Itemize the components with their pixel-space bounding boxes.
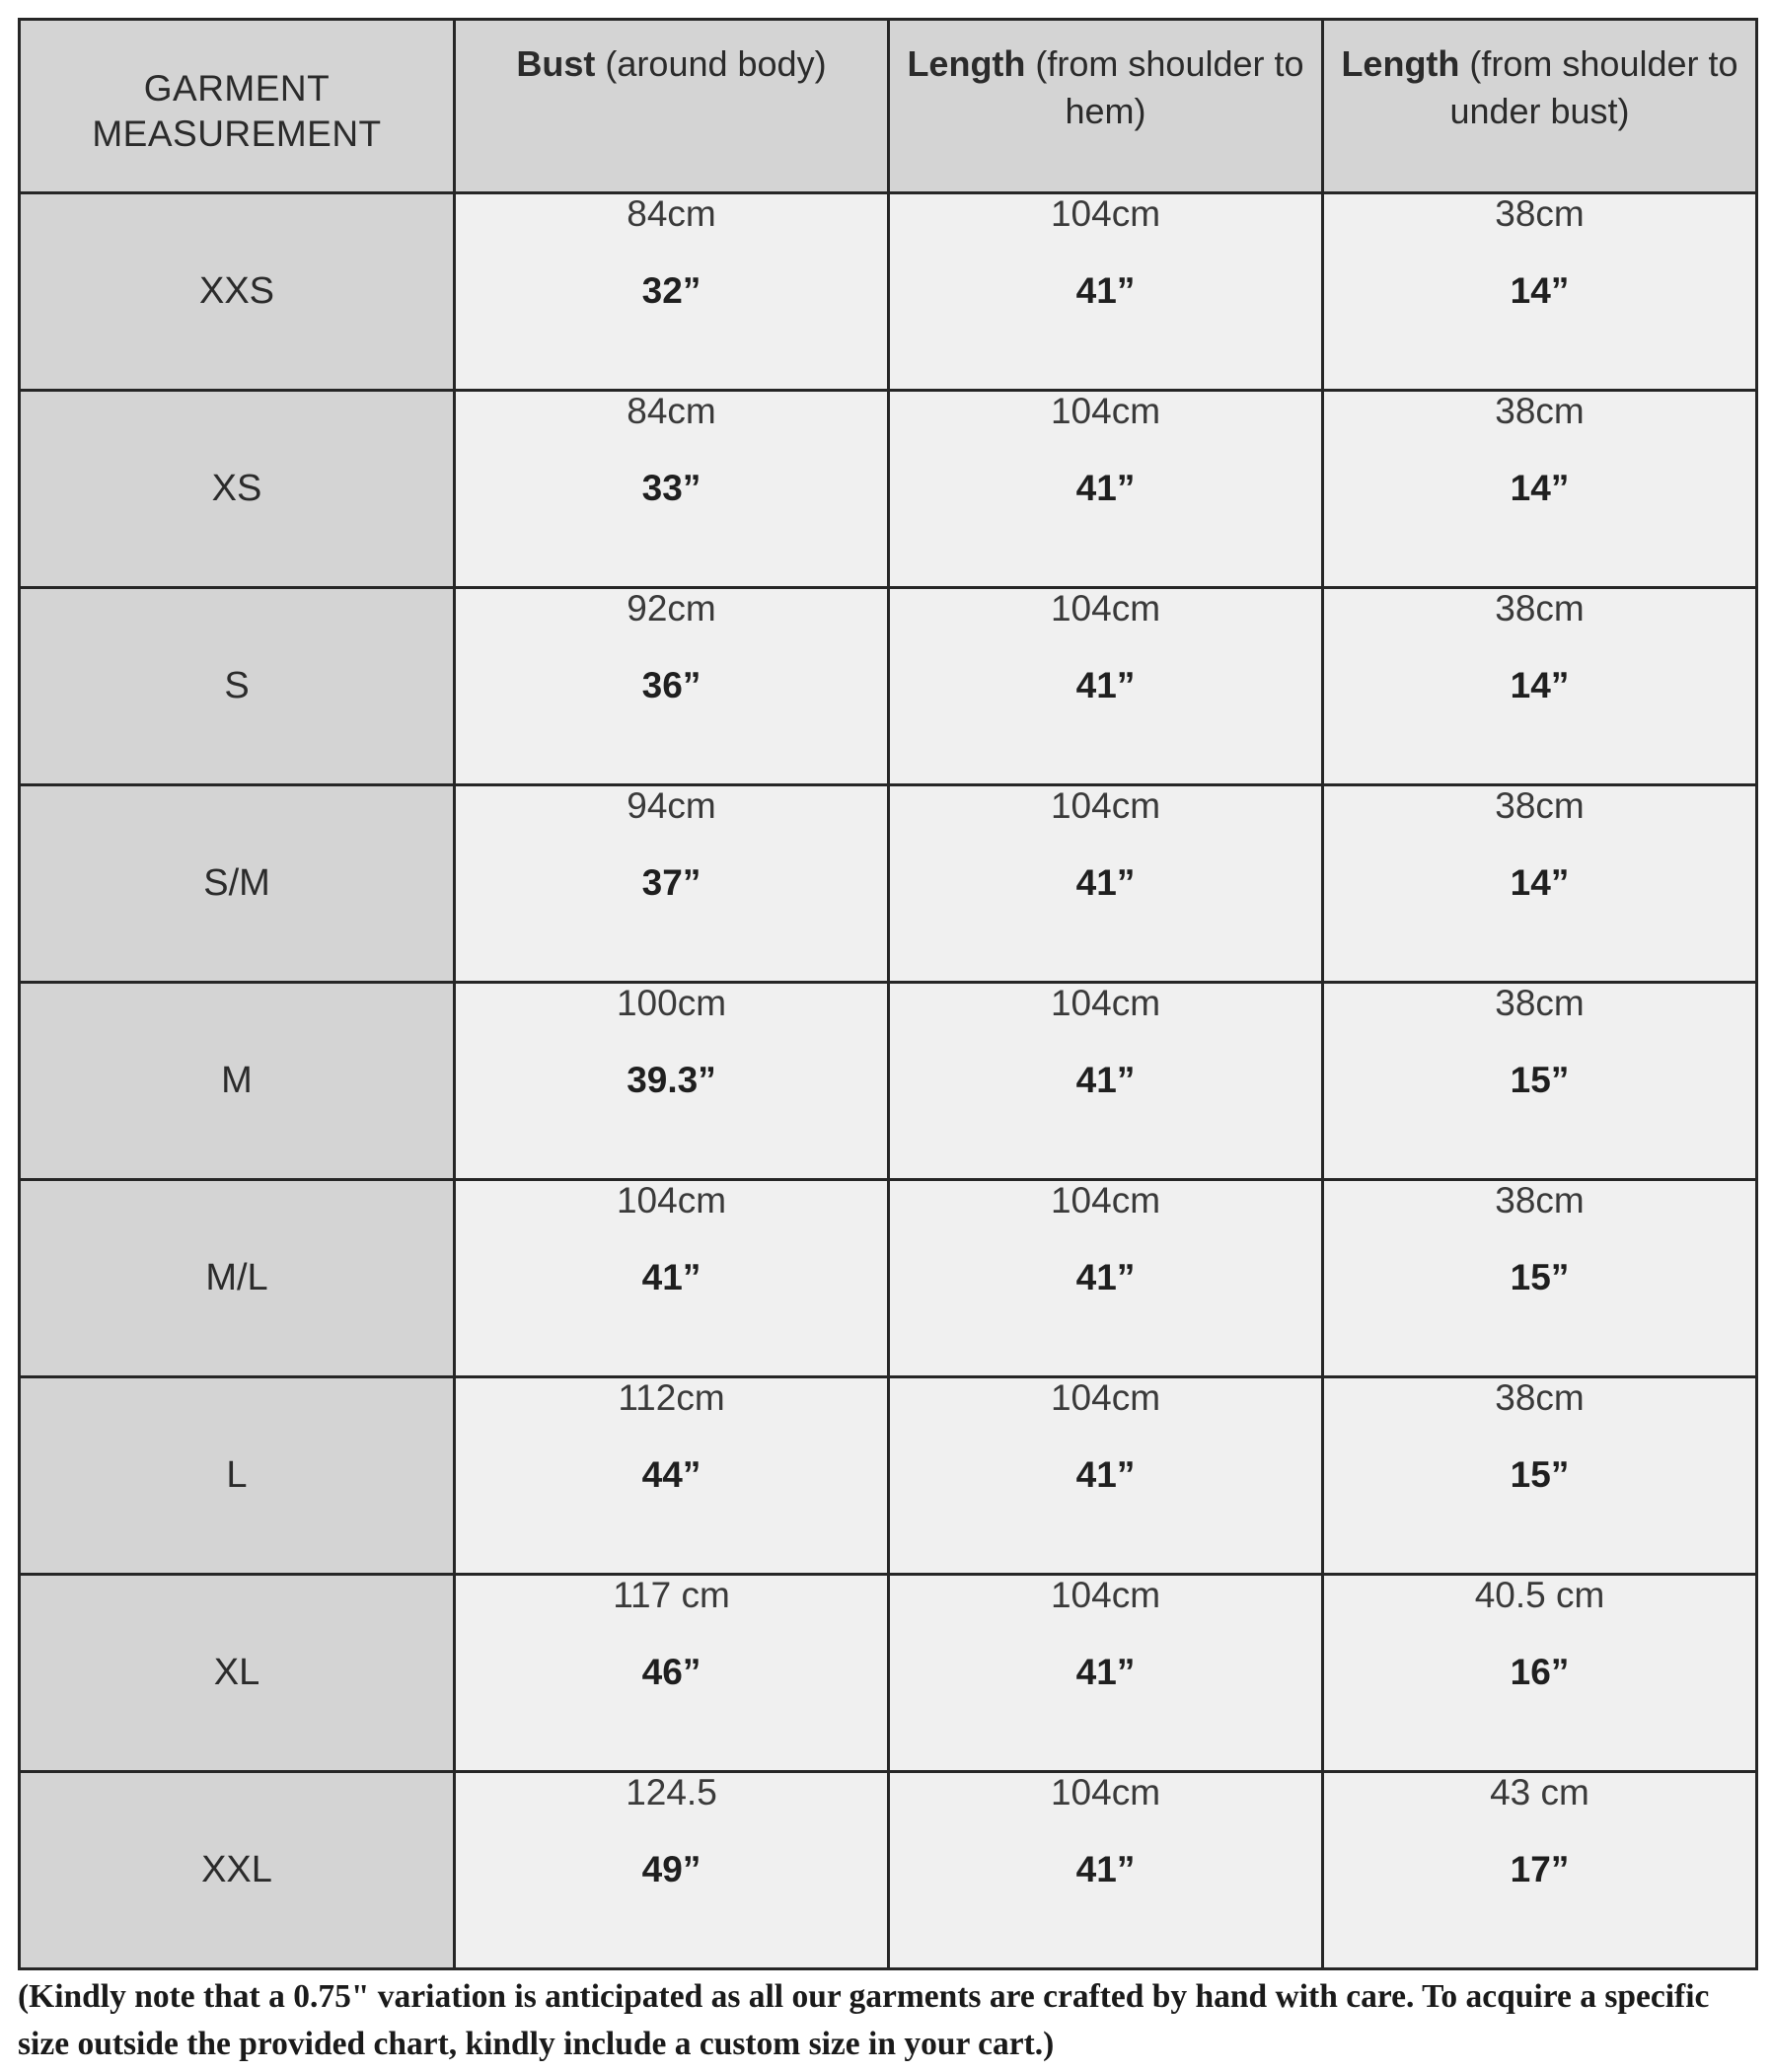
bust-cm: 84cm xyxy=(627,391,716,431)
bust-inches: 46” xyxy=(641,1652,701,1692)
length-inches: 41” xyxy=(1075,1652,1136,1692)
under-bust-length-inches: 14” xyxy=(1510,665,1570,705)
length-cm: 104cm xyxy=(1050,588,1161,629)
length-inches: 41” xyxy=(1075,862,1136,903)
bust-inches: 33” xyxy=(641,468,701,508)
under-bust-length-cell xyxy=(1323,983,1757,1180)
under-bust-length-cell xyxy=(1323,391,1757,588)
corner-line-2: MEASUREMENT xyxy=(92,112,382,154)
length-cm: 104cm xyxy=(1050,193,1161,234)
header-garment-measurement xyxy=(20,20,455,193)
bust-cm: 112cm xyxy=(618,1377,725,1418)
bust-cell xyxy=(455,983,889,1180)
under-bust-length-cell xyxy=(1323,1772,1757,1969)
header-length-under-bust-bold: Length xyxy=(1341,43,1460,84)
header-bust-rest: (around body) xyxy=(595,43,827,84)
bust-inches: 37” xyxy=(641,862,701,903)
under-bust-length-inches: 15” xyxy=(1510,1060,1570,1100)
length-cell xyxy=(889,193,1323,391)
bust-inches: 44” xyxy=(641,1454,701,1495)
length-cm: 104cm xyxy=(1050,1377,1161,1418)
length-cm: 104cm xyxy=(1050,1180,1161,1221)
header-length-hem-rest: (from shoulder to hem) xyxy=(1025,43,1304,131)
bust-cell xyxy=(455,785,889,983)
table-row xyxy=(20,588,1757,785)
table-row xyxy=(20,1180,1757,1377)
bust-cm: 124.5 xyxy=(626,1772,717,1813)
under-bust-length-cm: 43 cm xyxy=(1490,1772,1589,1813)
under-bust-length-cm: 38cm xyxy=(1495,193,1585,234)
under-bust-length-cell xyxy=(1323,1575,1757,1772)
under-bust-length-cm: 38cm xyxy=(1495,983,1585,1023)
size-label: L xyxy=(20,1377,455,1575)
under-bust-length-cm: 38cm xyxy=(1495,1377,1585,1418)
length-cm: 104cm xyxy=(1050,1772,1161,1813)
length-cell xyxy=(889,391,1323,588)
bust-cm: 84cm xyxy=(627,193,716,234)
length-cell xyxy=(889,1575,1323,1772)
under-bust-length-cm: 38cm xyxy=(1495,1180,1585,1221)
bust-cm: 104cm xyxy=(616,1180,727,1221)
table-row xyxy=(20,1575,1757,1772)
under-bust-length-cm: 38cm xyxy=(1495,785,1585,826)
bust-cell xyxy=(455,588,889,785)
under-bust-length-inches: 14” xyxy=(1510,862,1570,903)
header-row xyxy=(20,20,1757,193)
length-cm: 104cm xyxy=(1050,391,1161,431)
length-inches: 41” xyxy=(1075,665,1136,705)
length-cell xyxy=(889,983,1323,1180)
size-label: S/M xyxy=(20,785,455,983)
bust-cell xyxy=(455,1772,889,1969)
table-row xyxy=(20,785,1757,983)
size-label: XS xyxy=(20,391,455,588)
size-chart xyxy=(18,18,1756,1970)
bust-inches: 49” xyxy=(641,1849,701,1889)
length-inches: 41” xyxy=(1075,468,1136,508)
length-inches: 41” xyxy=(1075,1257,1136,1297)
table-row xyxy=(20,1377,1757,1575)
corner-line-1: GARMENT xyxy=(143,67,331,109)
under-bust-length-inches: 16” xyxy=(1510,1652,1570,1692)
size-table xyxy=(18,18,1758,1970)
header-length-under-bust-rest: (from shoulder to under bust) xyxy=(1449,43,1738,131)
under-bust-length-cell xyxy=(1323,785,1757,983)
length-cell xyxy=(889,1377,1323,1575)
under-bust-length-inches: 15” xyxy=(1510,1454,1570,1495)
under-bust-length-cm: 40.5 cm xyxy=(1474,1575,1605,1615)
table-row xyxy=(20,1772,1757,1969)
size-label: XXL xyxy=(20,1772,455,1969)
under-bust-length-cell xyxy=(1323,1377,1757,1575)
size-label: S xyxy=(20,588,455,785)
under-bust-length-cell xyxy=(1323,1180,1757,1377)
table-row xyxy=(20,391,1757,588)
under-bust-length-inches: 15” xyxy=(1510,1257,1570,1297)
bust-cell xyxy=(455,1180,889,1377)
size-label: M xyxy=(20,983,455,1180)
bust-cell xyxy=(455,391,889,588)
length-inches: 41” xyxy=(1075,1060,1136,1100)
bust-inches: 32” xyxy=(641,270,701,311)
length-inches: 41” xyxy=(1075,1454,1136,1495)
length-cm: 104cm xyxy=(1050,1575,1161,1615)
under-bust-length-inches: 14” xyxy=(1510,270,1570,311)
header-length-hem-bold: Length xyxy=(907,43,1026,84)
bust-cell xyxy=(455,193,889,391)
bust-inches: 41” xyxy=(641,1257,701,1297)
under-bust-length-inches: 14” xyxy=(1510,468,1570,508)
size-label: XXS xyxy=(20,193,455,391)
under-bust-length-cell xyxy=(1323,193,1757,391)
header-length-under-bust xyxy=(1323,20,1757,193)
header-length-hem xyxy=(889,20,1323,193)
length-cell xyxy=(889,588,1323,785)
bust-cm: 94cm xyxy=(627,785,716,826)
length-cell xyxy=(889,1180,1323,1377)
table-body xyxy=(20,193,1757,1969)
bust-cell xyxy=(455,1377,889,1575)
header-bust-bold: Bust xyxy=(516,43,596,84)
bust-cm: 100cm xyxy=(616,983,727,1023)
length-inches: 41” xyxy=(1075,270,1136,311)
size-note: (Kindly note that a 0.75" variation is anticipated as all our garments are crafted by hand with care. To acquire a specific size outside the provided chart, kindly include a custom size in your cart.) xyxy=(18,1978,1710,2062)
header-bust xyxy=(455,20,889,193)
under-bust-length-cm: 38cm xyxy=(1495,391,1585,431)
size-label: M/L xyxy=(20,1180,455,1377)
under-bust-length-cm: 38cm xyxy=(1495,588,1585,629)
bust-inches: 39.3” xyxy=(627,1060,716,1100)
size-label: XL xyxy=(20,1575,455,1772)
table-row xyxy=(20,983,1757,1180)
length-cm: 104cm xyxy=(1050,785,1161,826)
table-row xyxy=(20,193,1757,391)
length-cm: 104cm xyxy=(1050,983,1161,1023)
bust-cm: 92cm xyxy=(627,588,716,629)
length-cell xyxy=(889,785,1323,983)
under-bust-length-cell xyxy=(1323,588,1757,785)
under-bust-length-inches: 17” xyxy=(1510,1849,1570,1889)
length-inches: 41” xyxy=(1075,1849,1136,1889)
bust-inches: 36” xyxy=(641,665,701,705)
bust-cm: 117 cm xyxy=(613,1575,730,1615)
length-cell xyxy=(889,1772,1323,1969)
bust-cell xyxy=(455,1575,889,1772)
